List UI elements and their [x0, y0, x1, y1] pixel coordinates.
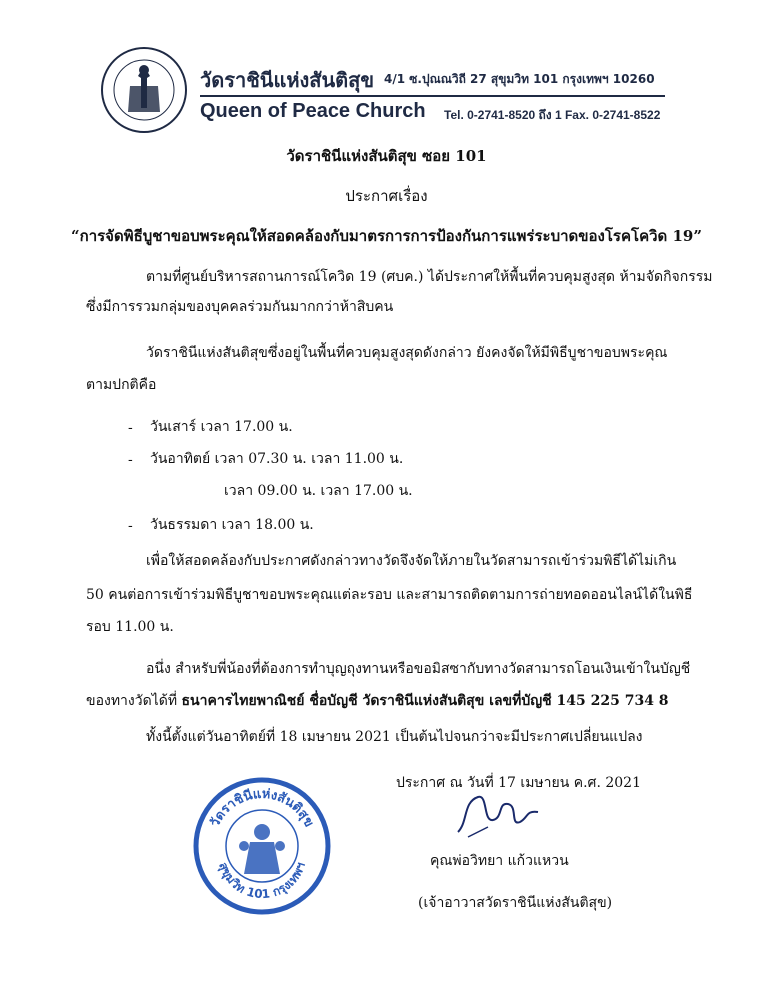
- church-contact: Tel. 0-2741-8520 ถึง 1 Fax. 0-2741-8522: [444, 108, 661, 122]
- signature: [448, 782, 548, 842]
- doc-title-3: “การจัดพิธีบูชาขอบพระคุณให้สอดคล้องกับมาตรการการป้องกันการแพร่ระบาดของโรคโควิด 19”: [70, 227, 702, 245]
- announcement-date: ประกาศ ณ วันที่ 17 เมษายน ค.ศ. 2021: [396, 775, 641, 791]
- header-divider: [200, 95, 665, 97]
- bullet-dash: -: [128, 420, 133, 436]
- paragraph-3a: เพื่อให้สอดคล้องกับประกาศดังกล่าวทางวัดจึงจัดให้ภายในวัดสามารถเข้าร่วมพิธีได้ไม่เกิน: [146, 553, 677, 569]
- stamp-top-text: วัดราชินีแห่งสันติสุข: [207, 786, 317, 830]
- paragraph-4b-text: ของทางวัดได้ที่: [86, 693, 182, 709]
- paragraph-1b: ซึ่งมีการรวมกลุ่มของบุคคลร่วมกันมากกว่าห้าสิบคน: [86, 299, 394, 315]
- church-name-thai: วัดราชินีแห่งสันติสุข: [200, 68, 375, 92]
- schedule-weekday: วันธรรมดา เวลา 18.00 น.: [150, 517, 314, 533]
- doc-title-1: วัดราชินีแห่งสันติสุข ซอย 101: [286, 147, 487, 165]
- church-address: 4/1 ซ.ปุณณวิถี 27 สุขุมวิท 101 กรุงเทพฯ 10260: [384, 72, 655, 86]
- paragraph-2b: ตามปกติคือ: [86, 377, 157, 393]
- church-name-english: Queen of Peace Church: [200, 100, 426, 122]
- doc-title-2: ประกาศเรื่อง: [345, 187, 428, 205]
- schedule-sunday: วันอาทิตย์ เวลา 07.30 น. เวลา 11.00 น.: [150, 451, 404, 467]
- signer-name: คุณพ่อวิทยา แก้วแหวน: [430, 853, 569, 869]
- bullet-dash: -: [128, 518, 133, 534]
- paragraph-4b: [86, 686, 669, 716]
- paragraph-1a: ตามที่ศูนย์บริหารสถานการณ์โควิด 19 (ศบค.) ได้ประกาศให้พื้นที่ควบคุมสูงสุด ห้ามจัดกิจกรรม: [146, 269, 713, 285]
- paragraph-3b: 50 คนต่อการเข้าร่วมพิธีบูชาขอบพระคุณแต่ละรอบ และสามารถติดตามการถ่ายทอดออนไลน์ได้ในพิธี: [86, 587, 693, 603]
- bullet-dash: -: [128, 452, 133, 468]
- church-logo: [100, 46, 188, 134]
- schedule-saturday: วันเสาร์ เวลา 17.00 น.: [150, 419, 293, 435]
- signer-position: (เจ้าอาวาสวัดราชินีแห่งสันติสุข): [418, 895, 613, 911]
- bank-account-info: ธนาคารไทยพาณิชย์ ชื่อบัญชี วัดราชินีแห่งสันติสุข เลขที่บัญชี 145 225 734 8: [181, 693, 669, 709]
- paragraph-4a: อนึ่ง สำหรับพี่น้องที่ต้องการทำบุญถุงทานหรือขอมิสซากับทางวัดสามารถโอนเงินเข้าในบัญชี: [146, 661, 691, 677]
- paragraph-5: ทั้งนี้ตั้งแต่วันอาทิตย์ที่ 18 เมษายน 2021 เป็นต้นไปจนกว่าจะมีประกาศเปลี่ยนแปลง: [146, 729, 643, 745]
- church-stamp: [192, 776, 332, 916]
- paragraph-2a: วัดราชินีแห่งสันติสุขซึ่งอยู่ในพื้นที่ควบคุมสูงสุดดังกล่าว ยังคงจัดให้มีพิธีบูชาขอบพระคุณ: [146, 345, 668, 361]
- paragraph-3c: รอบ 11.00 น.: [86, 619, 174, 635]
- schedule-sunday-2: เวลา 09.00 น. เวลา 17.00 น.: [224, 483, 413, 499]
- stamp-bottom-text: สุขุมวิท 101 กรุงเทพฯ: [216, 860, 308, 902]
